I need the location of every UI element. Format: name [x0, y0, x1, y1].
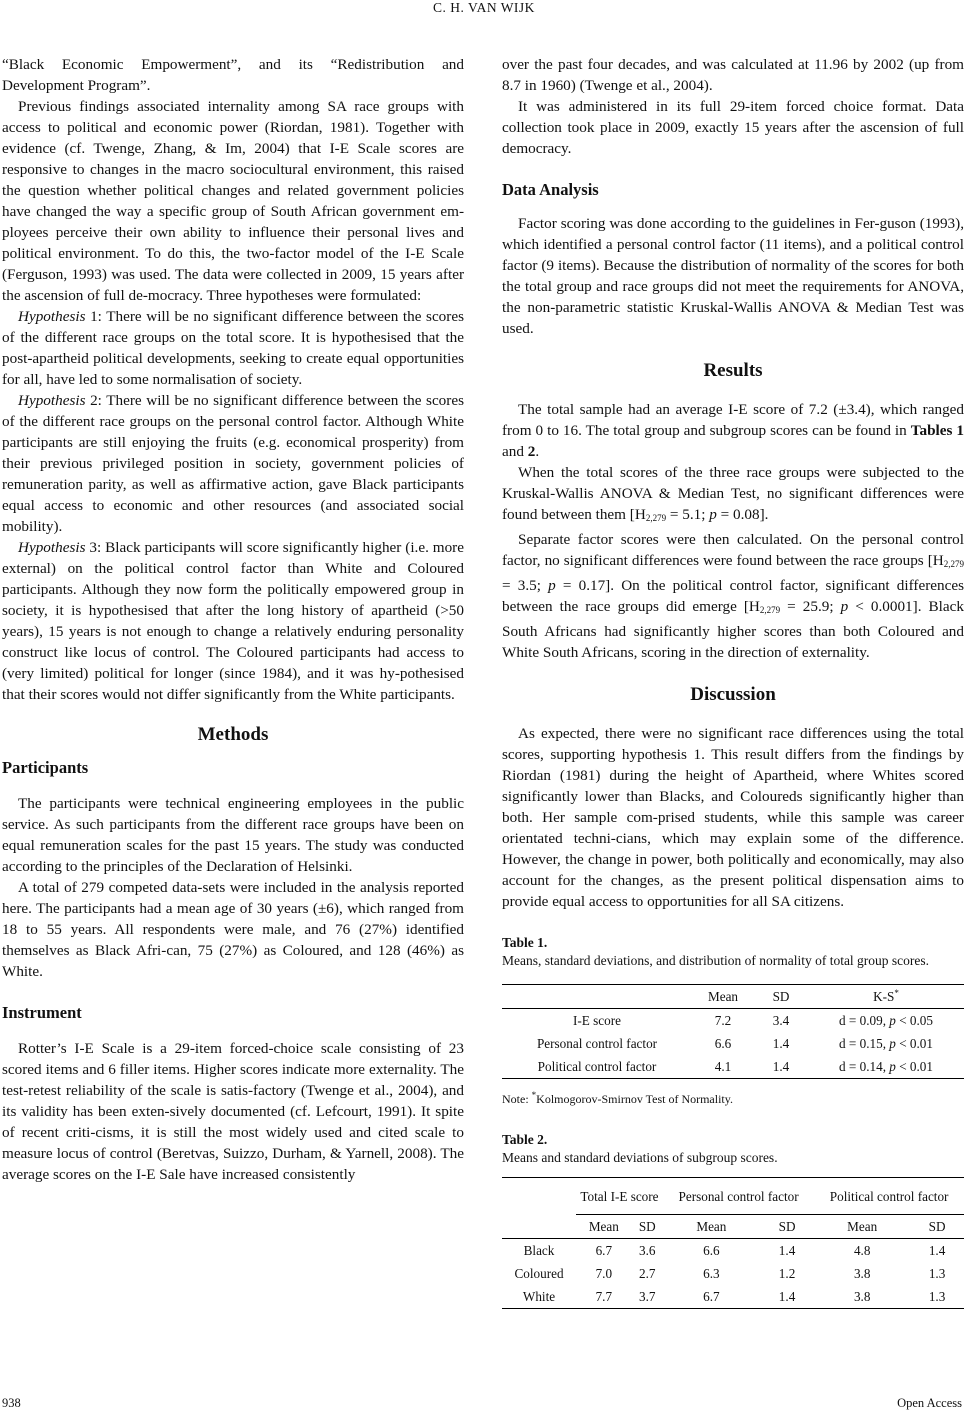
note-marker: * — [531, 1090, 537, 1100]
table-1-row-label: Personal control factor — [536, 1035, 658, 1051]
results-3-df-1: 2,279 — [943, 559, 964, 569]
table-1-row-label: Political control factor — [537, 1058, 657, 1074]
ks-p-value: < 0.01 — [895, 1035, 933, 1051]
paragraph-instrument: Rotter’s I-E Scale is a 29-item forced-choice scale consisting of 23 scored items and 6 filler items. Higher scores indicate more externality. The test-retest reliability of the scale is satis-factory (Twenge et al., 2004), and its validity has been exten-sively documented (cf. Lefcourt, 1991). It spite of recent criti-cisms, it is still the most widely used and cited scale to measure locus of control (Beretvas, Suizzo, Durham, & Yarnell, 2008). The average scores on the I-E Sale have increased consistently — [2, 1040, 464, 1183]
table-2-caption: Means and standard deviations of subgroup scores. — [502, 1150, 778, 1165]
table-2-row-label: Black — [523, 1242, 555, 1258]
running-head: C. H. VAN WIJK — [433, 0, 535, 15]
discussion-heading: Discussion — [690, 684, 776, 705]
results-3-p-symbol-1: p — [548, 577, 556, 594]
table-1-cell — [808, 1009, 964, 1033]
table-2-blank — [502, 1215, 576, 1239]
ks-footnote-marker: * — [894, 988, 899, 998]
results-2-df: 2,279 — [645, 513, 667, 523]
table-row — [502, 1055, 964, 1079]
table-1-cell: 7.2 — [714, 1012, 732, 1028]
hypothesis-2-text: 2: There will be no significant difference between the scores of the different race groups on the personal control factor. Although White participants are still enjoying the fruits (e.g. economical prosperity) from their previous privileged position in society, government policies of remuneration parity, as well as affirmative action, gave Black participants equal access to economic and other resources (and associated social mobility). — [2, 392, 464, 535]
ks-d: d = 0.15, — [839, 1035, 890, 1051]
table-2-cell: 6.7 — [703, 1288, 720, 1304]
ks-p-symbol: p — [889, 1058, 896, 1074]
table-2-subheader: Mean — [588, 1218, 619, 1234]
table-2-cell: 6.7 — [595, 1242, 613, 1258]
results-3-df-2: 2,279 — [759, 605, 781, 615]
table-1-cell — [808, 1032, 964, 1055]
table-2-cell: 3.8 — [853, 1265, 871, 1281]
table-1-cell: 1.4 — [772, 1035, 790, 1051]
paragraph-discussion: As expected, there were no significant race differences using the total scores, supporting hypothesis 1. This result differs from the findings by Riordan (1981) during the height of Apartheid, where Whites scored significantly lower than Blacks, and Coloureds significantly higher than both. Her sample com-prised students, while this sample was career orientated techni-cians, which may explain some of the difference. However, the change in power, both politically and economically, may also account for the changes, as the present political dispensation aims to provide equal access to opportunities for all SA citizens. — [502, 725, 964, 910]
paragraph-results-3 — [502, 529, 964, 663]
methods-heading: Methods — [197, 724, 269, 745]
table-2-reference: 2 — [527, 443, 536, 460]
table-1-header-mean: Mean — [707, 988, 739, 1004]
table-2-row-label: Coloured — [514, 1265, 564, 1281]
table-2-group-header-row — [502, 1178, 964, 1215]
table-1-cell: 1.4 — [772, 1058, 790, 1074]
results-3-stat-2: = 25.9; — [780, 598, 841, 615]
left-column — [2, 54, 464, 1185]
table-2-block — [502, 1131, 964, 1309]
table-1-block — [502, 934, 964, 1107]
table-2-subheader: Mean — [696, 1218, 727, 1234]
publisher-label: Open Access — [897, 1396, 962, 1410]
table-row — [502, 1009, 964, 1033]
note-text: Kolmogorov-Smirnov Test of Normality. — [536, 1092, 733, 1106]
paragraph-participants-2: A total of 279 competed data-sets were included in the analysis reported here. The participants had a mean age of 30 years (±6), which ranged from 18 to 55 years. All respondents were male, and 76 (27%) identified themselves as Black Afri-can, 75 (27%) as Coloured, and 128 (46%) as White. — [2, 879, 464, 980]
results-3-p-symbol-2: p — [840, 598, 849, 615]
table-2-cell: 3.8 — [853, 1288, 871, 1304]
table-1-header-sd: SD — [772, 988, 790, 1004]
table-1-title: Table 1. — [502, 935, 548, 950]
ks-p-symbol: p — [889, 1035, 896, 1051]
ks-p-value: < 0.05 — [895, 1012, 933, 1028]
table-2-group-personal: Personal control factor — [663, 1178, 814, 1215]
table-1-cell: 6.6 — [714, 1035, 732, 1051]
table-2-subheader: SD — [778, 1218, 796, 1234]
table-2-cell: 4.8 — [853, 1242, 871, 1258]
table-1-header-blank — [502, 985, 692, 1009]
table-row — [502, 1239, 964, 1263]
paragraph-hypothesis-3 — [2, 537, 464, 705]
results-2-p-value: = 0.08]. — [716, 506, 769, 523]
table-1-note — [502, 1087, 964, 1107]
table-2-group-total: Total I-E score — [576, 1178, 663, 1215]
hypothesis-1-text: 1: There will be no significant difference between the scores of the different race groups on the total score. It is hypothesised that the post-apartheid political developments, seeking to create equal opportunities for all, have led to some normalisation of society. — [2, 308, 464, 388]
table-2-cell: 1.4 — [928, 1242, 946, 1258]
table-2-subheader: Mean — [847, 1218, 878, 1234]
hypothesis-2-label: Hypothesis — [18, 392, 86, 409]
hypothesis-3-label: Hypothesis — [18, 539, 86, 556]
results-2-stat: = 5.1; — [666, 506, 710, 523]
results-3-text-a: Separate factor scores were then calculated. On the personal control factor, no significant differences were found between the race groups [H — [502, 531, 964, 569]
hypothesis-3-text: 3: Black participants will score significantly higher (i.e. more external) on the political control factor than White and Coloured participants. Although they now form the politically empowered group in society, it is hypothesised that after the long history of apartheid (>50 years), 15 years is not enough to change a relatively enduring personality construct like locus of control. The Coloured participants had access to (very limited) political for longer (since 1984), and it was hy-pothesised that their scores would not differ significantly from the White participants. — [2, 539, 464, 703]
ks-d: d = 0.09, — [839, 1012, 890, 1028]
paragraph-participants-1: The participants were technical engineering employees in the public service. As such participants from the different race groups have been on equal remuneration scales for the past 15 years. The study was conducted according to the principles of the Declaration of Helsinki. — [2, 795, 464, 875]
table-2-cell: 7.7 — [595, 1288, 613, 1304]
table-1-caption: Means, standard deviations, and distribution of normality of total group scores. — [502, 953, 930, 968]
table-2 — [502, 1177, 964, 1309]
participants-heading: Participants — [2, 758, 89, 777]
table-2-cell: 1.3 — [928, 1265, 946, 1281]
paragraph-intro-end: “Black Economic Empowerment”, and its “Redistribution and Development Program”. — [2, 56, 464, 94]
paragraph-data-analysis: Factor scoring was done according to the guidelines in Fer-guson (1993), which identified a personal control factor (11 items), and a political control factor (9 items). Because the distribution of normality of the scores for both the total group and race groups did not meet the requirements for ANOVA, the non-parametric statistic Kruskal-Wallis ANOVA & Median Test was used. — [502, 215, 964, 337]
note-prefix: Note: — [502, 1092, 532, 1106]
table-2-cell: 6.6 — [703, 1242, 720, 1258]
table-2-group-political: Political control factor — [814, 1178, 964, 1215]
table-1-reference: Tables 1 — [910, 422, 964, 439]
ks-p-value: < 0.01 — [895, 1058, 933, 1074]
table-2-blank — [502, 1178, 576, 1215]
paragraph-results-1 — [502, 399, 964, 462]
results-heading: Results — [703, 360, 763, 381]
right-column — [502, 54, 964, 1309]
paragraph-hypothesis-2 — [2, 390, 464, 537]
paragraph-instrument-continued: over the past four decades, and was calculated at 11.96 by 2002 (up from 8.7 in 1960) (Twenge et al., 2004). — [502, 56, 964, 94]
table-2-cell: 1.2 — [778, 1265, 796, 1281]
data-analysis-heading: Data Analysis — [502, 180, 599, 199]
hypothesis-1-label: Hypothesis — [18, 308, 86, 325]
page-number: 938 — [2, 1396, 21, 1410]
table-2-cell: 3.6 — [639, 1242, 656, 1258]
table-1-cell — [808, 1055, 964, 1079]
paragraph-results-2 — [502, 462, 964, 529]
table-2-cell: 7.0 — [595, 1265, 613, 1281]
paragraph-hypothesis-1 — [2, 306, 464, 390]
results-1-and: and — [502, 443, 528, 460]
table-2-title: Table 2. — [502, 1132, 548, 1147]
table-2-cell: 6.3 — [703, 1265, 720, 1281]
table-1-header-row — [502, 985, 964, 1009]
table-1-header-ks — [808, 985, 964, 1009]
table-2-subheader-row — [502, 1215, 964, 1239]
results-3-text-b: = 0.17]. On the political control factor, significant differences between the race groups did emerge [H — [502, 577, 964, 615]
table-1 — [502, 984, 964, 1079]
table-2-cell: 1.4 — [778, 1242, 796, 1258]
table-2-cell: 3.7 — [639, 1288, 656, 1304]
ks-d: d = 0.14, — [839, 1058, 890, 1074]
table-row — [502, 1262, 964, 1285]
table-2-cell: 1.4 — [778, 1288, 796, 1304]
table-row — [502, 1285, 964, 1309]
results-1-end: . — [535, 443, 540, 460]
table-1-cell: 4.1 — [714, 1058, 732, 1074]
table-1-row-label: I-E score — [573, 1012, 621, 1028]
table-2-row-label: White — [522, 1288, 556, 1304]
results-3-stat-1: = 3.5; — [502, 577, 549, 594]
results-1-text: The total sample had an average I-E score of 7.2 (±3.4), which ranged from 0 to 16. The total group and subgroup scores can be found in — [502, 401, 964, 439]
table-2-subheader: SD — [928, 1218, 946, 1234]
table-2-subheader: SD — [638, 1218, 656, 1234]
results-2-p-symbol: p — [709, 506, 717, 523]
table-row — [502, 1032, 964, 1055]
results-2-text: When the total scores of the three race groups were subjected to the Kruskal-Wallis ANOVA & Median Test, no significant differences were found between them [H — [502, 464, 964, 523]
instrument-heading: Instrument — [2, 1003, 82, 1022]
table-2-cell: 1.3 — [928, 1288, 946, 1304]
table-1-cell: 3.4 — [772, 1012, 790, 1028]
table-2-cell: 2.7 — [639, 1265, 656, 1281]
ks-label: K-S — [873, 989, 895, 1004]
results-3-text-c: < 0.0001]. Black South Africans had significantly higher scores than both Coloured and White South Africans, scoring in the direction of externality. — [502, 598, 964, 661]
paragraph-administered: It was administered in its full 29-item forced choice format. Data collection took place in 2009, exactly 15 years after the ascension of full democracy. — [502, 98, 964, 157]
ks-p-symbol: p — [889, 1012, 896, 1028]
paragraph-previous-findings: Previous findings associated internality among SA race groups with access to political and economic power (Riordan, 1981). Together with evidence (cf. Twenge, Zhang, & Im, 2004) that I-E Scale scores are responsive to changes in the macro sociocultural environment, this raised the question whether political changes and related government policies have changed the way a specific group of South African government em-ployees perceive their own ability to influence their personal lives and political environment. To do this, the two-factor model of the I-E Scale (Ferguson, 1993) was used. The data were collected in 2009, 15 years after the ascension of full de-mocracy. Three hypotheses were formulated: — [2, 98, 464, 304]
